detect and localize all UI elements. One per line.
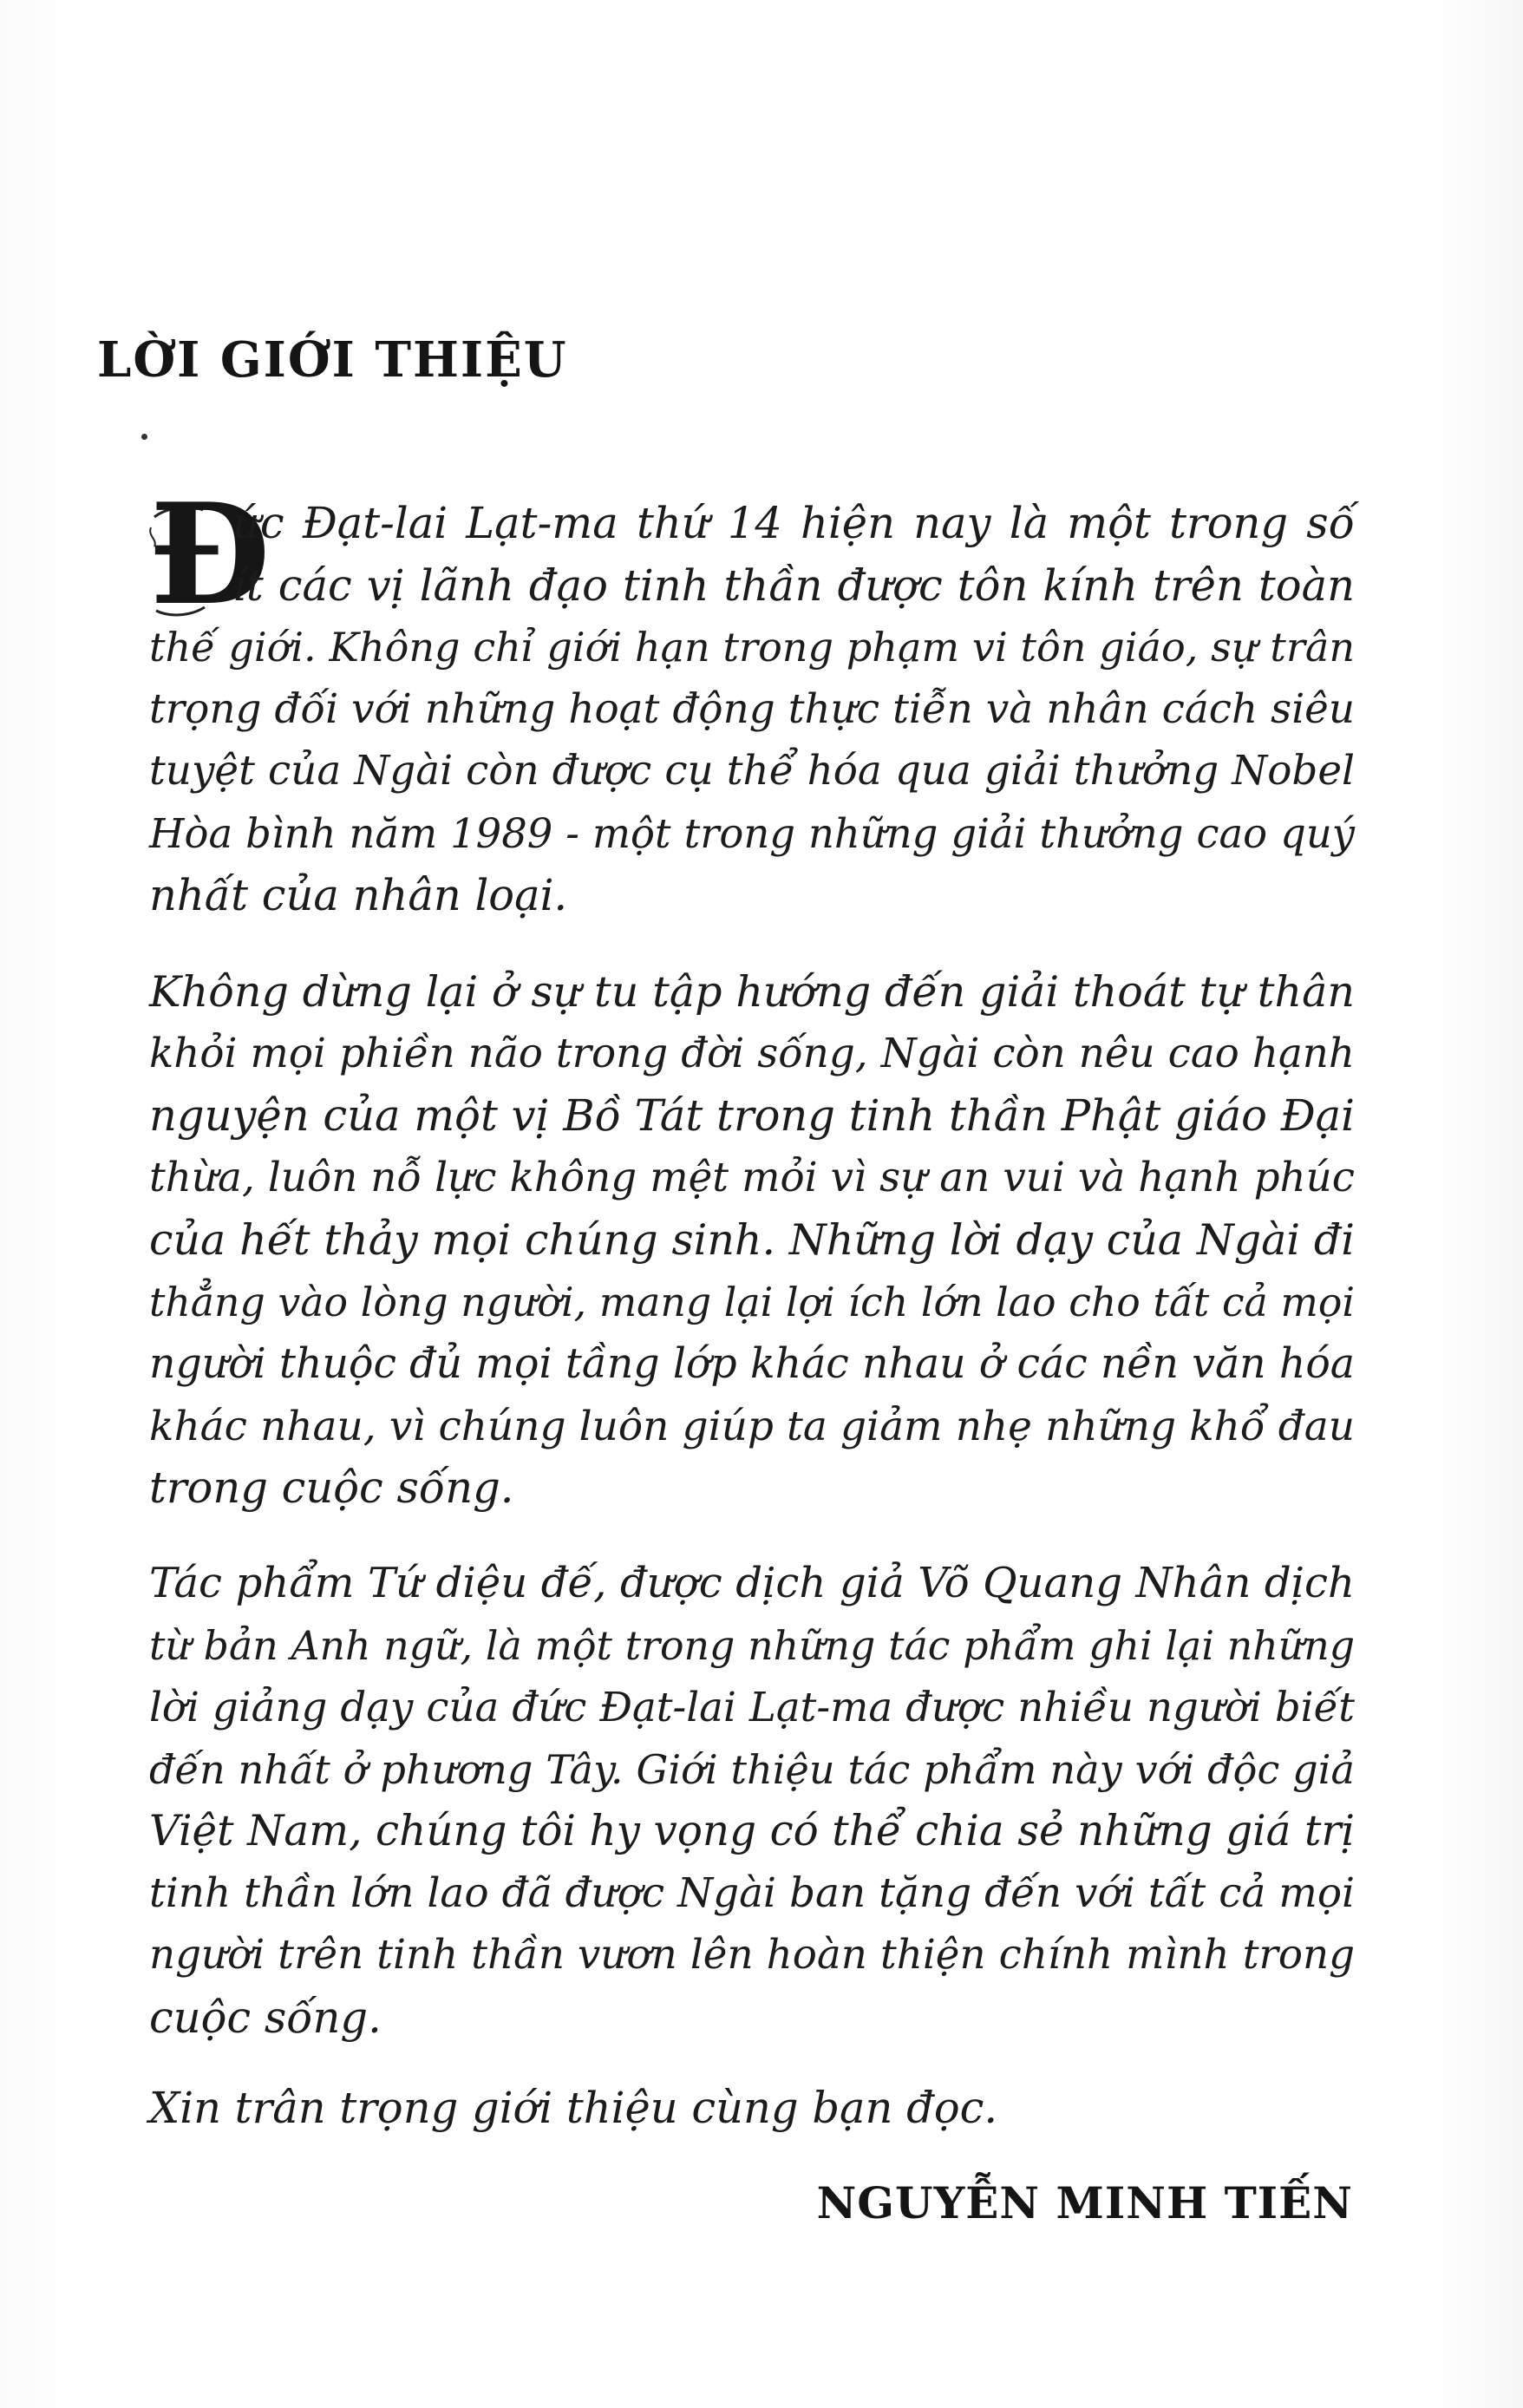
paragraph-line: ức Đạt-lai Lạt-ma thứ 14 hiện nay là một trong số: [232, 498, 1355, 548]
paragraph-line: đến nhất ở phương Tây. Giới thiệu tác phẩm này với độc giả: [149, 1745, 1355, 1793]
paragraph-line: thừa, luôn nỗ lực không mệt mỏi vì sự an vui và hạnh phúc: [149, 1154, 1355, 1201]
paragraph-line: Việt Nam, chúng tôi hy vọng có thể chia sẻ những giá trị: [149, 1807, 1355, 1855]
paragraph-line: thế giới. Không chỉ giới hạn trong phạm vi tôn giáo, sự trân: [149, 624, 1355, 671]
paragraph-line: trọng đối với những hoạt động thực tiễn và nhân cách siêu: [149, 685, 1355, 733]
paragraph-line: Xin trân trọng giới thiệu cùng bạn đọc.: [149, 2083, 998, 2133]
paragraph-line: lời giảng dạy của đức Đạt-lai Lạt-ma được nhiều người biết: [149, 1684, 1355, 1731]
author-signature: NGUYỄN MINH TIẾN: [816, 2177, 1353, 2228]
paragraph-line: Tác phẩm Tứ diệu đế, được dịch giả Võ Quang Nhân dịch: [149, 1559, 1355, 1607]
paragraph-line: tuyệt của Ngài còn được cụ thể hóa qua giải thưởng Nobel: [149, 748, 1355, 795]
paragraph-line: khỏi mọi phiền não trong đời sống, Ngài còn nêu cao hạnh: [149, 1030, 1355, 1077]
paragraph-line: nhất của nhân loại.: [149, 870, 568, 920]
paragraph-line: trong cuộc sống.: [149, 1462, 514, 1513]
closing-line: [149, 2078, 1355, 2140]
paragraph-line: khác nhau, vì chúng luôn giúp ta giảm nhẹ những khổ đau: [149, 1402, 1355, 1450]
paragraph-line: tinh thần lớn lao đã được Ngài ban tặng đến với tất cả mọi: [149, 1869, 1355, 1917]
paragraph-line: từ bản Anh ngữ, là một trong những tác phẩm ghi lại những: [149, 1621, 1355, 1669]
paragraph-line: của hết thảy mọi chúng sinh. Những lời dạy của Ngài đi: [149, 1214, 1355, 1265]
paragraph-3: [149, 1553, 1355, 2049]
paragraph-1: [149, 473, 1355, 927]
paragraph-line: thẳng vào lòng người, mang lại lợi ích lớn lao cho tất cả mọi: [149, 1279, 1355, 1325]
page-title: LỜI GIỚI THIỆU: [97, 331, 568, 389]
paragraph-line: người trên tinh thần vươn lên hoàn thiện chính mình trong: [149, 1932, 1355, 1979]
paragraph-line: Không dừng lại ở sự tu tập hướng đến giải thoát tự thân: [149, 966, 1355, 1017]
decorative-dot: [141, 434, 147, 440]
paragraph-2: [149, 961, 1355, 1520]
paragraph-line: nguyện của một vị Bồ Tát trong tinh thần Phật giáo Đại: [149, 1090, 1355, 1141]
paragraph-line: Hòa bình năm 1989 - một trong những giải thưởng cao quý: [149, 809, 1355, 857]
paragraph-line: người thuộc đủ mọi tầng lớp khác nhau ở các nền văn hóa: [149, 1340, 1355, 1388]
paragraph-line: cuộc sống.: [149, 1992, 382, 2043]
drop-cap-letter: Đ: [149, 473, 271, 636]
paragraph-line: ít các vị lãnh đạo tinh thần được tôn kính trên toàn: [232, 559, 1355, 611]
